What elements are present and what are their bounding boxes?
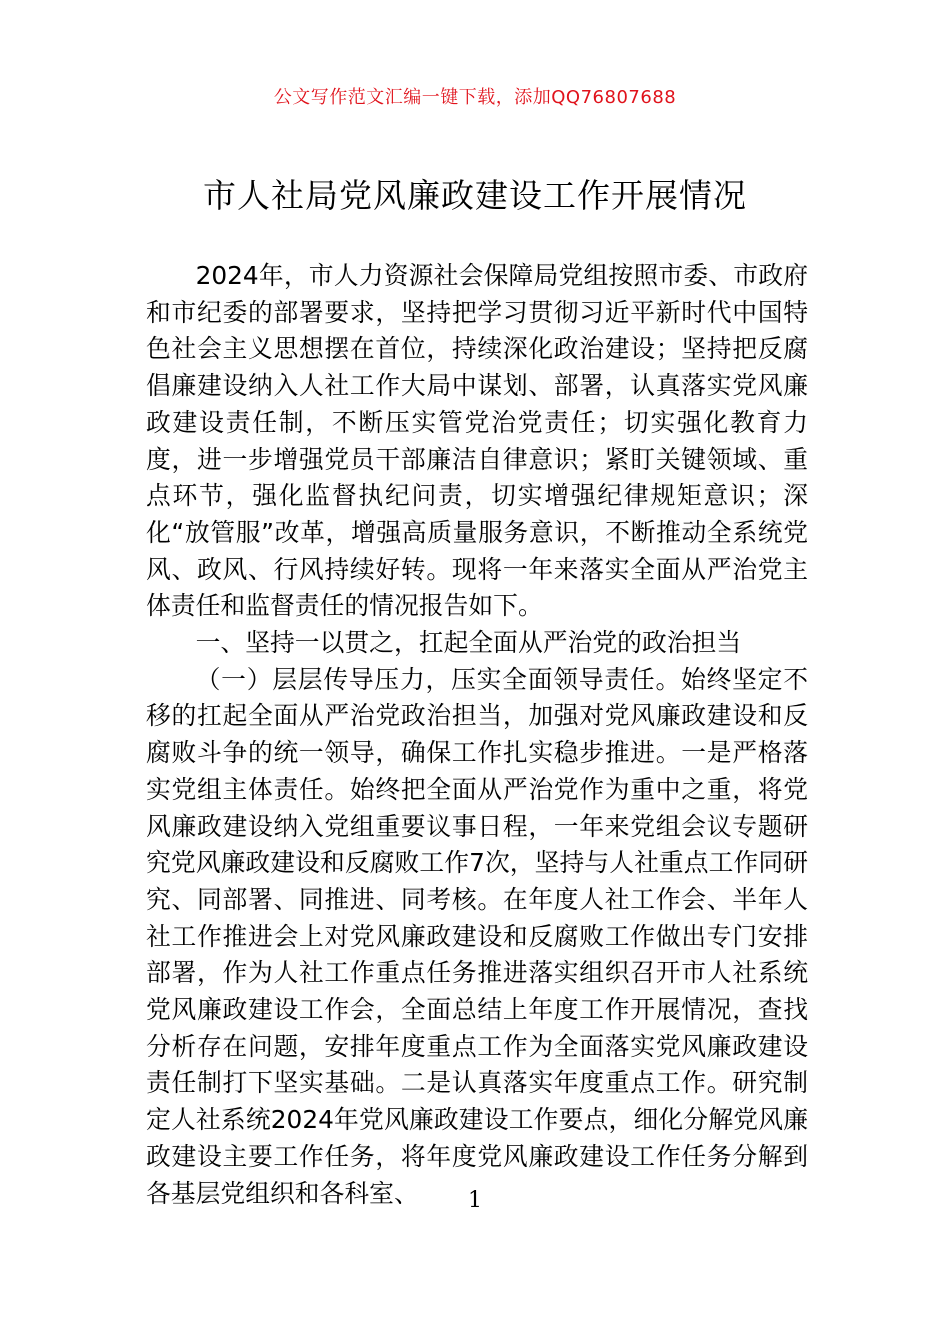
document-body xyxy=(146,258,808,1212)
document-title: 市人社局党风廉政建设工作开展情况 xyxy=(203,176,747,215)
paragraph-section-1-1: （一）层层传导压力，压实全面领导责任。始终坚定不移的扛起全面从严治党政治担当，加强对党风廉政建设和反腐败斗争的统一领导，确保工作扎实稳步推进。一是严格落实党组主体责任。始终把全面从严治党作为重中之重，将党风廉政建设纳入党组重要议事日程，一年来党组会议专题研究党风廉政建设和反腐败工作7次，坚持与人社重点工作同研究、同部署、同推进、同考核。在年度人社工作会、半年人社工作推进会上对党风廉政建设和反腐败工作做出专门安排部署，作为人社工作重点任务推进落实组织召开市人社系统党风廉政建设工作会，全面总结上年度工作开展情况，查找分析存在问题，安排年度重点工作为全面落实党风廉政建设责任制打下坚实基础。二是认真落实年度重点工作。研究制定人社系统2024年党风廉政建设工作要点，细化分解党风廉政建设主要工作任务，将年度党风廉政建设工作任务分解到各基层党组织和各科室、 xyxy=(146,664,808,1208)
page-number: 1 xyxy=(468,1188,482,1213)
download-banner: 公文写作范文汇编一键下载，添加QQ76807688 xyxy=(273,87,677,108)
paragraph-intro: 2024年，市人力资源社会保障局党组按照市委、市政府和市纪委的部署要求，坚持把学习贯彻习近平新时代中国特色社会主义思想摆在首位，持续深化政治建设；坚持把反腐倡廉建设纳入人社工作大局中谋划、部署，认真落实党风廉政建设责任制，不断压实管党治党责任；切实强化教育力度，进一步增强党员干部廉洁自律意识；紧盯关键领域、重点环节，强化监督执纪问责，切实增强纪律规矩意识；深化“放管服”改革，增强高质量服务意识，不断推动全系统党风、政风、行风持续好转。现将一年来落实全面从严治党主体责任和监督责任的情况报告如下。 xyxy=(146,261,808,621)
section-heading-1: 一、坚持一以贯之，扛起全面从严治党的政治担当 xyxy=(195,628,742,658)
